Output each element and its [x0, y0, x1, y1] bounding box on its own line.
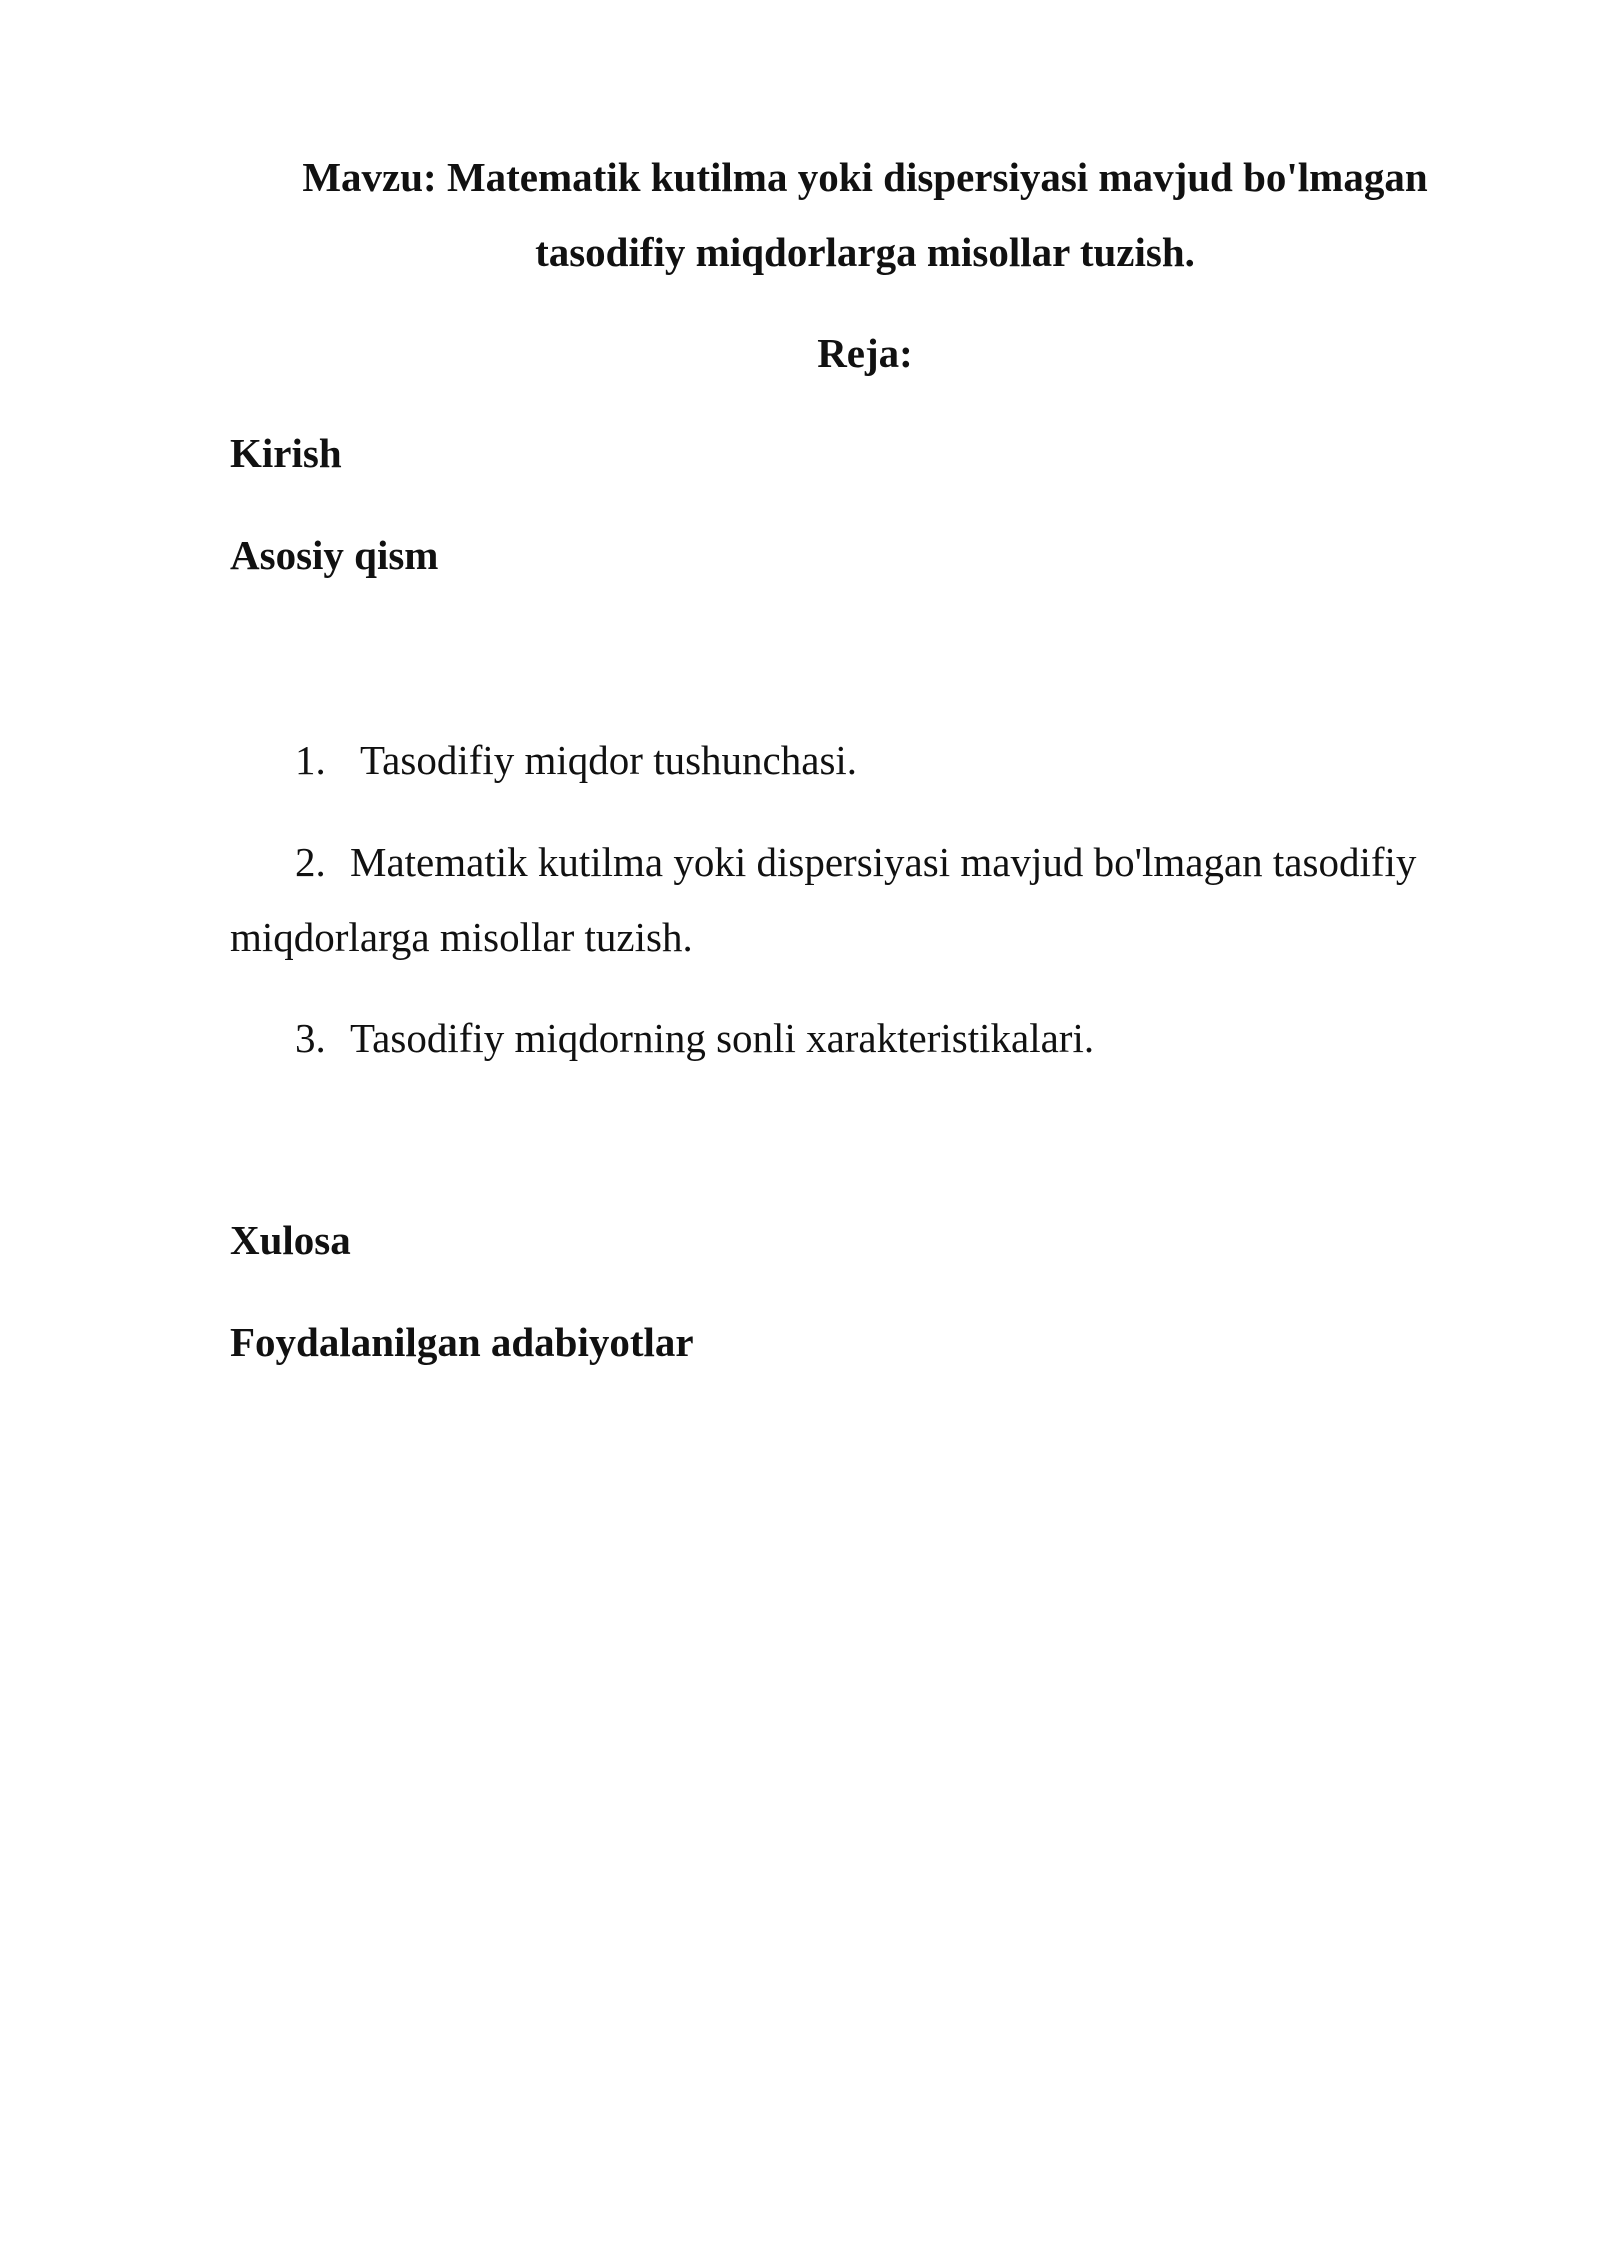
section-main-heading: Asosiy qism: [230, 532, 439, 578]
plan-heading: Reja:: [817, 330, 913, 376]
plan-item-number: 2.: [295, 839, 326, 885]
plan-item-number: 3.: [295, 1015, 326, 1061]
section-intro-heading: Kirish: [230, 430, 342, 476]
plan-item-2-continuation: miqdorlarga misollar tuzish.: [230, 914, 693, 960]
section-conclusion-heading: Xulosa: [230, 1217, 351, 1263]
document-title-line-2: tasodifiy miqdorlarga misollar tuzish.: [535, 229, 1195, 275]
section-references-heading: Foydalanilgan adabiyotlar: [230, 1319, 694, 1365]
plan-item-3: [295, 1015, 1095, 1061]
plan-item-1: [295, 737, 858, 783]
plan-item-text: Tasodifiy miqdor tushunchasi.: [360, 737, 858, 783]
plan-item-text: Tasodifiy miqdorning sonli xarakteristikalari.: [350, 1015, 1095, 1061]
plan-item-number: 1.: [295, 737, 326, 783]
plan-item-2: [295, 839, 1417, 885]
plan-item-text: Matematik kutilma yoki dispersiyasi mavjud bo'lmagan tasodifiy: [350, 839, 1417, 885]
document-title-line-1: Mavzu: Matematik kutilma yoki dispersiyasi mavjud bo'lmagan: [302, 154, 1428, 200]
